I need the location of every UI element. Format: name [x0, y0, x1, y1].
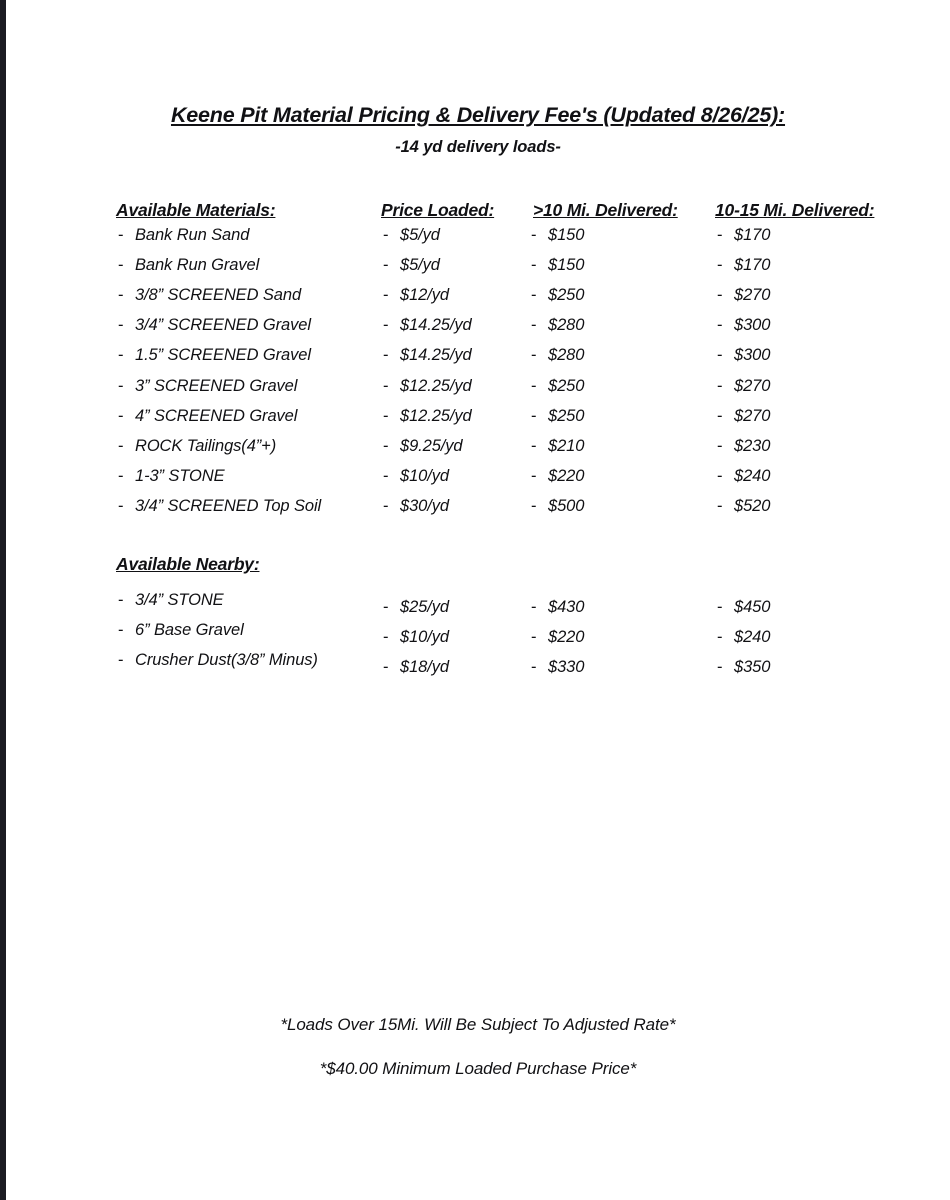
delivered-10-15	[717, 408, 770, 425]
bullet-dash: -	[118, 346, 124, 365]
column-header-delivered-10-15: 10-15 Mi. Delivered:	[715, 200, 875, 220]
bullet-dash: -	[118, 591, 124, 609]
delivered-over-10-text: $150	[548, 256, 585, 275]
material-name-text: ROCK Tailings(4”+)	[135, 436, 277, 455]
bullet-dash: -	[531, 376, 537, 395]
delivered-over-10	[531, 317, 584, 334]
bullet-dash: -	[118, 651, 124, 670]
delivered-over-10-text: $250	[548, 406, 585, 425]
material-name-text: 3/4” SCREENED Gravel	[135, 316, 311, 335]
bullet-dash: -	[118, 436, 124, 455]
bullet-dash: -	[383, 316, 389, 335]
document-page	[6, 0, 950, 1200]
page-title: Keene Pit Material Pricing & Delivery Fee's (Updated 8/26/25):	[170, 103, 786, 127]
delivered-over-10-text: $500	[548, 496, 585, 515]
price-loaded	[383, 408, 472, 425]
material-name	[118, 622, 244, 639]
price-loaded	[383, 438, 463, 455]
section-header-available-nearby: Available Nearby:	[116, 554, 260, 574]
bullet-dash: -	[717, 406, 723, 425]
price-loaded	[383, 498, 449, 515]
price-loaded-text: $10/yd	[400, 628, 449, 647]
material-name-text: 3” SCREENED Gravel	[135, 376, 298, 395]
bullet-dash: -	[383, 628, 389, 647]
price-loaded	[383, 659, 449, 676]
bullet-dash: -	[717, 658, 723, 677]
bullet-dash: -	[118, 496, 124, 515]
bullet-dash: -	[531, 436, 537, 455]
bullet-dash: -	[383, 226, 389, 244]
delivered-over-10	[531, 347, 584, 364]
delivered-10-15	[717, 659, 770, 676]
bullet-dash: -	[531, 316, 537, 335]
delivered-10-15-text: $350	[734, 658, 771, 677]
bullet-dash: -	[717, 436, 723, 455]
delivered-over-10	[531, 408, 584, 425]
delivered-over-10	[531, 599, 584, 616]
delivered-10-15	[717, 317, 770, 334]
bullet-dash: -	[531, 346, 537, 365]
bullet-dash: -	[531, 658, 537, 677]
price-loaded-text: $18/yd	[400, 658, 449, 677]
delivered-10-15	[717, 438, 770, 455]
bullet-dash: -	[118, 256, 124, 275]
material-name-text: 1-3” STONE	[135, 466, 225, 485]
delivered-over-10	[531, 438, 584, 455]
footnote-adjusted-rate: *Loads Over 15Mi. Will Be Subject To Adjusted Rate*	[280, 1015, 676, 1034]
bullet-dash: -	[118, 316, 124, 335]
price-loaded-text: $12.25/yd	[400, 376, 472, 395]
delivered-10-15-text: $300	[734, 316, 771, 335]
price-loaded	[383, 257, 440, 274]
price-loaded	[383, 317, 472, 334]
bullet-dash: -	[383, 376, 389, 395]
delivered-over-10-text: $330	[548, 658, 585, 677]
material-name-text: Crusher Dust(3/8” Minus)	[135, 651, 318, 670]
column-header-price-loaded: Price Loaded:	[381, 200, 495, 220]
bullet-dash: -	[383, 346, 389, 365]
material-name	[118, 438, 276, 455]
bullet-dash: -	[531, 256, 537, 275]
delivered-over-10-text: $220	[548, 466, 585, 485]
material-name	[118, 498, 321, 515]
bullet-dash: -	[531, 598, 537, 616]
material-name-text: 6” Base Gravel	[135, 621, 244, 640]
bullet-dash: -	[717, 376, 723, 395]
delivered-over-10-text: $220	[548, 628, 585, 647]
delivered-10-15	[717, 498, 770, 515]
price-loaded-text: $14.25/yd	[400, 346, 472, 365]
material-name-text: 4” SCREENED Gravel	[135, 406, 298, 425]
delivered-10-15	[717, 227, 770, 244]
delivered-10-15-text: $270	[734, 376, 771, 395]
price-loaded	[383, 347, 472, 364]
material-name	[118, 287, 301, 304]
delivered-10-15-text: $270	[734, 406, 771, 425]
price-loaded	[383, 599, 449, 616]
bullet-dash: -	[118, 621, 124, 640]
material-name	[118, 408, 297, 425]
delivered-over-10	[531, 659, 584, 676]
bullet-dash: -	[383, 436, 389, 455]
column-header-delivered-over-10: >10 Mi. Delivered:	[533, 200, 678, 220]
delivered-10-15-text: $520	[734, 496, 771, 515]
bullet-dash: -	[383, 406, 389, 425]
delivered-10-15-text: $230	[734, 436, 771, 455]
price-loaded	[383, 629, 449, 646]
bullet-dash: -	[717, 286, 723, 305]
bullet-dash: -	[717, 466, 723, 485]
delivered-over-10	[531, 468, 584, 485]
material-name	[118, 468, 224, 485]
material-name	[118, 317, 311, 334]
page-subtitle: -14 yd delivery loads-	[395, 137, 561, 156]
delivered-over-10-text: $150	[548, 226, 585, 244]
material-name-text: 1.5” SCREENED Gravel	[135, 346, 311, 365]
bullet-dash: -	[383, 598, 389, 616]
bullet-dash: -	[383, 256, 389, 275]
price-loaded-text: $5/yd	[400, 256, 440, 275]
bullet-dash: -	[531, 466, 537, 485]
price-loaded	[383, 227, 440, 244]
bullet-dash: -	[118, 226, 124, 244]
material-name	[118, 347, 311, 364]
bullet-dash: -	[717, 316, 723, 335]
bullet-dash: -	[118, 286, 124, 305]
bullet-dash: -	[531, 406, 537, 425]
delivered-10-15-text: $300	[734, 346, 771, 365]
material-name-text: 3/4” STONE	[135, 591, 224, 609]
price-loaded-text: $12/yd	[400, 286, 449, 305]
bullet-dash: -	[717, 256, 723, 275]
bullet-dash: -	[531, 226, 537, 244]
delivered-over-10	[531, 498, 584, 515]
price-loaded-text: $25/yd	[400, 598, 449, 616]
material-name	[118, 227, 249, 244]
material-name	[118, 257, 259, 274]
delivered-over-10	[531, 227, 584, 244]
bullet-dash: -	[717, 598, 723, 616]
material-name-text: Bank Run Gravel	[135, 256, 260, 275]
bullet-dash: -	[383, 286, 389, 305]
bullet-dash: -	[383, 496, 389, 515]
delivered-10-15-text: $240	[734, 628, 771, 647]
material-name	[118, 652, 318, 669]
bullet-dash: -	[717, 226, 723, 244]
bullet-dash: -	[531, 496, 537, 515]
price-loaded-text: $10/yd	[400, 466, 449, 485]
delivered-10-15	[717, 468, 770, 485]
bullet-dash: -	[383, 466, 389, 485]
delivered-over-10-text: $250	[548, 286, 585, 305]
price-loaded-text: $14.25/yd	[400, 316, 472, 335]
price-loaded	[383, 378, 472, 395]
bullet-dash: -	[717, 346, 723, 365]
delivered-10-15-text: $450	[734, 598, 771, 616]
bullet-dash: -	[118, 376, 124, 395]
material-name	[118, 378, 297, 395]
price-loaded-text: $30/yd	[400, 496, 449, 515]
price-loaded	[383, 287, 449, 304]
delivered-10-15	[717, 257, 770, 274]
material-name	[118, 592, 224, 609]
delivered-over-10	[531, 257, 584, 274]
delivered-over-10-text: $210	[548, 436, 585, 455]
material-name-text: 3/4” SCREENED Top Soil	[135, 496, 322, 515]
column-header-materials: Available Materials:	[116, 200, 276, 220]
bullet-dash: -	[118, 466, 124, 485]
delivered-10-15-text: $270	[734, 286, 771, 305]
bullet-dash: -	[531, 628, 537, 647]
delivered-10-15	[717, 347, 770, 364]
delivered-over-10-text: $430	[548, 598, 585, 616]
price-loaded-text: $9.25/yd	[400, 436, 463, 455]
delivered-10-15	[717, 287, 770, 304]
price-loaded-text: $5/yd	[400, 226, 440, 244]
delivered-over-10-text: $250	[548, 376, 585, 395]
bullet-dash: -	[531, 286, 537, 305]
bullet-dash: -	[118, 406, 124, 425]
price-loaded	[383, 468, 449, 485]
delivered-over-10-text: $280	[548, 316, 585, 335]
bullet-dash: -	[717, 496, 723, 515]
delivered-10-15-text: $170	[734, 226, 771, 244]
delivered-10-15-text: $170	[734, 256, 771, 275]
delivered-10-15	[717, 629, 770, 646]
bullet-dash: -	[717, 628, 723, 647]
bullet-dash: -	[383, 658, 389, 677]
price-loaded-text: $12.25/yd	[400, 406, 472, 425]
delivered-10-15	[717, 378, 770, 395]
material-name-text: Bank Run Sand	[135, 226, 250, 244]
delivered-10-15-text: $240	[734, 466, 771, 485]
title-block	[6, 103, 950, 157]
footnote-minimum-purchase: *$40.00 Minimum Loaded Purchase Price*	[319, 1059, 637, 1078]
delivered-over-10	[531, 629, 584, 646]
delivered-10-15	[717, 599, 770, 616]
delivered-over-10	[531, 378, 584, 395]
delivered-over-10	[531, 287, 584, 304]
delivered-over-10-text: $280	[548, 346, 585, 365]
material-name-text: 3/8” SCREENED Sand	[135, 286, 302, 305]
